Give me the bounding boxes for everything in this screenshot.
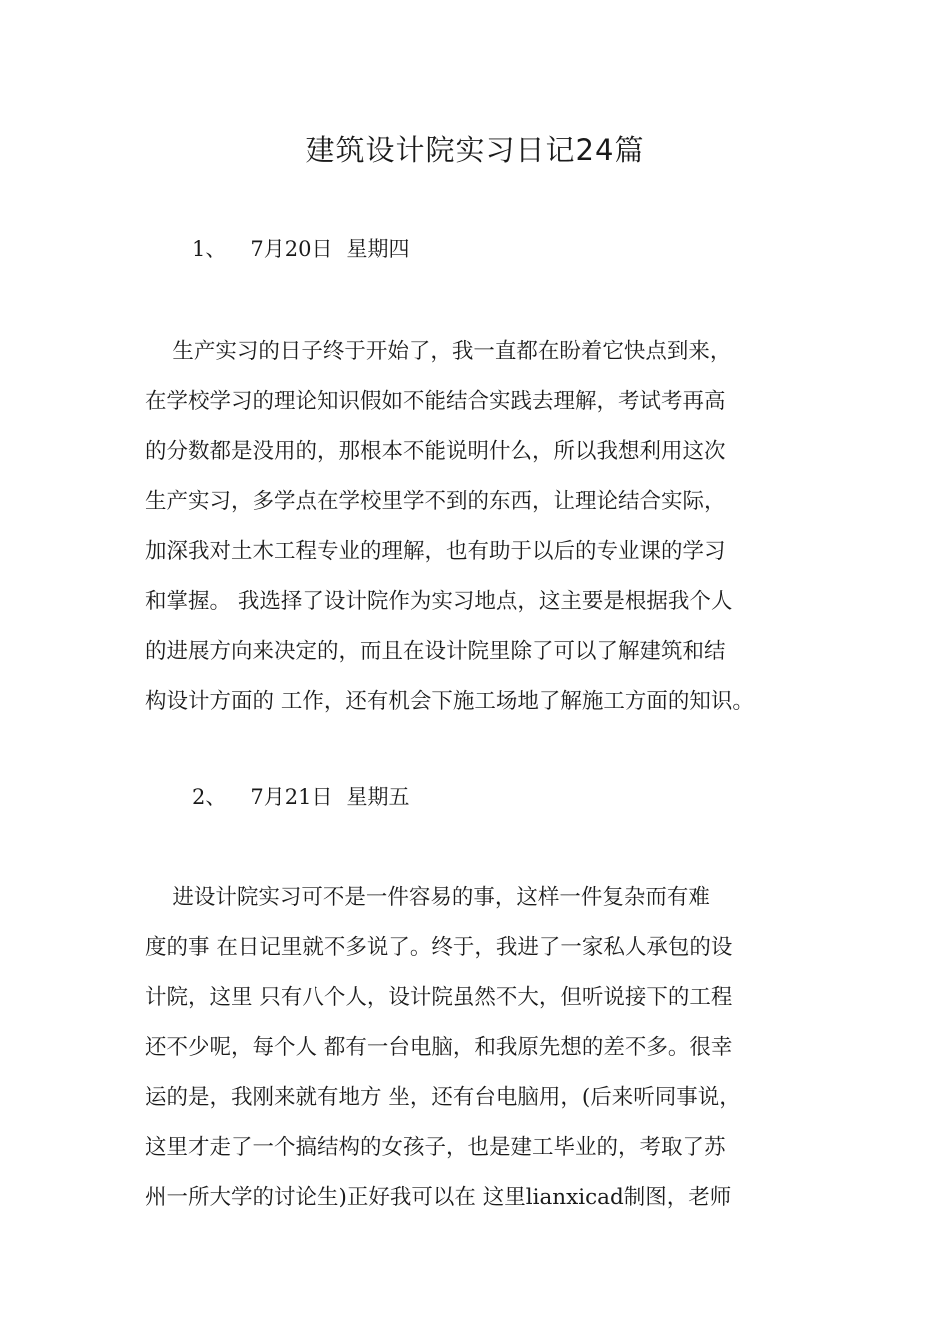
paragraph-line: 构设计方面的 工作，还有机会下施工场地了解施工方面的知识。 <box>145 689 754 714</box>
paragraph-line: 加深我对土木工程专业的理解，也有助于以后的专业课的学习 <box>145 539 726 564</box>
paragraph-line: 运的是，我刚来就有地方 坐，还有台电脑用，(后来听同事说， <box>145 1085 741 1110</box>
document-title: 建筑设计院实习日记24篇 <box>305 133 645 167</box>
entry-heading <box>192 234 409 264</box>
entry-date: 7月20日 <box>250 237 333 261</box>
entry-number: 2、 <box>192 785 227 809</box>
entry-paragraph <box>145 883 835 1233</box>
entry-heading <box>192 782 409 812</box>
paragraph-line: 州一所大学的讨论生)正好我可以在 这里lianxicad制图，老师 <box>145 1185 732 1210</box>
paragraph-line: 计院，这里 只有八个人，设计院虽然不大，但听说接下的工程 <box>145 985 733 1010</box>
paragraph-line: 的分数都是没用的，那根本不能说明什么，所以我想利用这次 <box>145 439 726 464</box>
entry-date: 7月21日 <box>250 785 333 809</box>
paragraph-line: 进设计院实习可不是一件容易的事，这样一件复杂而有难 <box>145 885 710 910</box>
paragraph-line: 这里才走了一个搞结构的女孩子，也是建工毕业的，考取了苏 <box>145 1135 726 1160</box>
entry-paragraph <box>145 337 835 737</box>
entry-weekday: 星期四 <box>346 237 410 261</box>
paragraph-line: 的进展方向来决定的，而且在设计院里除了可以了解建筑和结 <box>145 639 726 664</box>
paragraph-line: 生产实习的日子终于开始了，我一直都在盼着它快点到来， <box>145 339 732 364</box>
paragraph-line: 度的事 在日记里就不多说了。终于，我进了一家私人承包的设 <box>145 935 733 960</box>
paragraph-line: 还不少呢，每个人 都有一台电脑，和我原先想的差不多。很幸 <box>145 1035 733 1060</box>
paragraph-line: 生产实习，多学点在学校里学不到的东西，让理论结合实际， <box>145 489 726 514</box>
entry-number: 1、 <box>192 237 227 261</box>
paragraph-line: 和掌握。 我选择了设计院作为实习地点，这主要是根据我个人 <box>145 589 733 614</box>
entry-weekday: 星期五 <box>346 785 410 809</box>
paragraph-line: 在学校学习的理论知识假如不能结合实践去理解，考试考再高 <box>145 389 726 414</box>
